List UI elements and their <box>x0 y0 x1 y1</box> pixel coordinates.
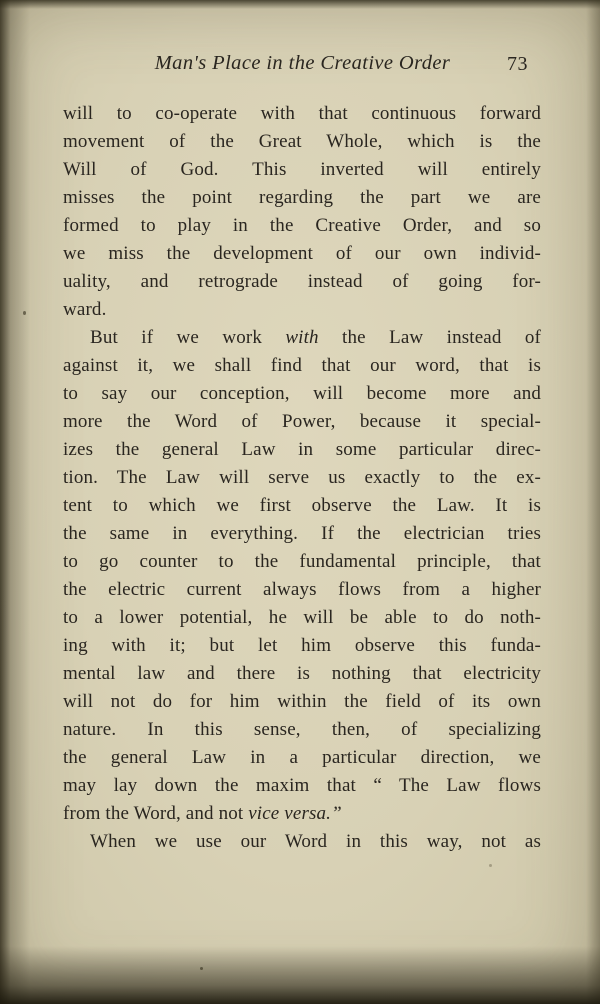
text-segment: But if we work <box>90 327 286 348</box>
text-line <box>63 268 541 296</box>
right-edge-shadow <box>586 0 600 1004</box>
text-segment: ing with it; but let him observe this funda- <box>63 635 541 656</box>
page-number: 73 <box>507 53 528 75</box>
text-segment: will to co-operate with that continuous forward <box>63 103 541 124</box>
text-line <box>63 156 541 184</box>
text-line <box>63 296 541 324</box>
text-line <box>63 212 541 240</box>
text-line <box>63 100 541 128</box>
text-line <box>63 520 541 548</box>
text-line <box>63 548 541 576</box>
text-segment: When we use our Word in this way, not as <box>90 831 541 852</box>
text-segment: from the Word, and not <box>63 803 249 824</box>
text-segment: uality, and retrograde instead of going for- <box>63 271 541 292</box>
text-line <box>63 688 541 716</box>
text-segment: we miss the development of our own individ- <box>63 243 541 264</box>
bottom-edge-shadow <box>0 946 600 1004</box>
text-line <box>63 828 541 856</box>
text-line <box>63 632 541 660</box>
running-header-title: Man's Place in the Creative Order <box>154 52 451 74</box>
text-line <box>63 772 541 800</box>
text-segment: more the Word of Power, because it special- <box>63 411 541 432</box>
text-line <box>63 380 541 408</box>
text-segment: the Law instead of <box>318 327 542 348</box>
text-line <box>63 128 541 156</box>
text-line <box>63 660 541 688</box>
body-text <box>63 100 541 856</box>
text-line <box>63 492 541 520</box>
scan-speck <box>200 967 203 970</box>
text-segment: tion. The Law will serve us exactly to the ex- <box>63 467 541 488</box>
text-line <box>63 576 541 604</box>
scan-speck <box>23 311 26 315</box>
scan-speck <box>489 864 492 867</box>
text-line <box>63 324 541 352</box>
text-line <box>63 240 541 268</box>
text-line <box>63 744 541 772</box>
text-segment: formed to play in the Creative Order, and so <box>63 215 541 236</box>
text-segment: the electric current always flows from a higher <box>63 579 541 600</box>
text-line <box>63 716 541 744</box>
text-segment: izes the general Law in some particular direc- <box>63 439 541 460</box>
text-segment: the general Law in a particular direction, we <box>63 747 541 768</box>
text-line <box>63 436 541 464</box>
text-segment: may lay down the maxim that “ The Law flows <box>63 775 541 796</box>
italic-text: vice versa.” <box>248 803 342 824</box>
italic-text: with <box>285 327 319 348</box>
text-segment: to say our conception, will become more and <box>63 383 541 404</box>
text-line <box>63 184 541 212</box>
text-segment: against it, we shall find that our word, that is <box>63 355 541 376</box>
text-segment: tent to which we first observe the Law. It is <box>63 495 541 516</box>
text-segment: movement of the Great Whole, which is the <box>63 131 541 152</box>
text-line <box>63 352 541 380</box>
text-line <box>63 408 541 436</box>
text-segment: nature. In this sense, then, of specializing <box>63 719 541 740</box>
text-segment: to go counter to the fundamental principle, that <box>63 551 541 572</box>
running-header <box>63 52 542 82</box>
text-segment: will not do for him within the field of its own <box>63 691 541 712</box>
text-segment: misses the point regarding the part we are <box>63 187 541 208</box>
text-segment: Will of God. This inverted will entirely <box>63 159 541 180</box>
text-segment: the same in everything. If the electrician tries <box>63 523 541 544</box>
text-line <box>63 464 541 492</box>
text-line <box>63 604 541 632</box>
text-segment: ward. <box>63 299 107 320</box>
text-line <box>63 800 541 828</box>
binding-edge-shadow <box>0 0 30 1004</box>
text-segment: to a lower potential, he will be able to do noth- <box>63 607 541 628</box>
top-edge-shadow <box>0 0 600 9</box>
text-segment: mental law and there is nothing that electricity <box>63 663 541 684</box>
